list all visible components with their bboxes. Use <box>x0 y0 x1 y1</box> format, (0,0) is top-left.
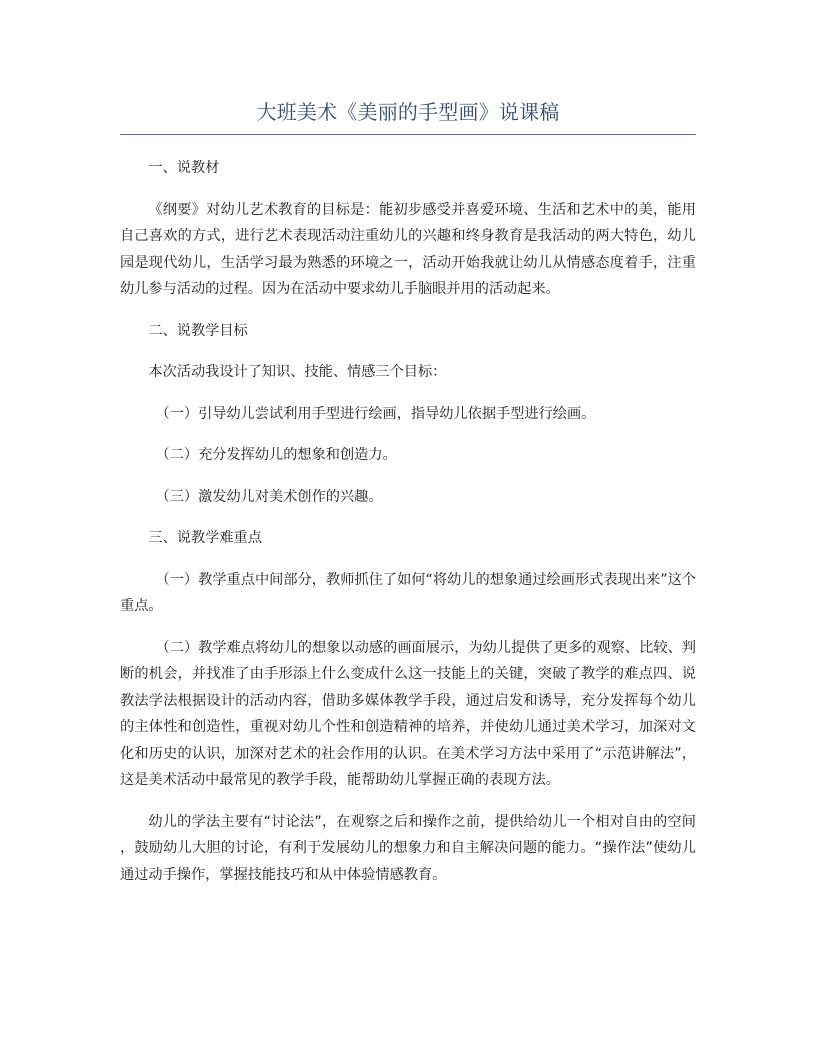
section-heading-key-points: 三、说教学难重点 <box>148 530 262 546</box>
goal-item-2: （二）充分发挥幼儿的想象和创造力。 <box>155 447 397 463</box>
document-title: 大班美术《美丽的手型画》说课稿 <box>256 100 560 124</box>
title-underline <box>120 134 696 135</box>
goal-item-3: （三）激发幼儿对美术创作的兴趣。 <box>155 488 383 505</box>
body-paragraph-outline: 《纲要》对幼儿艺术教育的目标是：能初步感受并喜爱环境、生活和艺术中的美，能用自己喜欢的方式，进行艺术表现活动注重幼儿的兴趣和终身教育是我活动的两大特色，幼儿园是现代幼儿，生活学习最为熟悉的环境之一，活动开始我就让幼儿从情感态度着手，注重幼儿参与活动的过程。因为在活动中要求幼儿手脑眼并用的活动起来。 <box>120 201 696 297</box>
key-point-item-2: （二）教学难点将幼儿的想象以动感的画面展示，为幼儿提供了更多的观察、比较、判断的机会，并找准了由手形添上什么变成什么这一技能上的关键，突破了教学的难点四、说教法学法根据设计的活动内容，借助多媒体教学手段，通过启发和诱导，充分发挥每个幼儿的主体性和创造性，重视对幼儿个性和创造精神的培养，并使幼儿通过美术学习，加深对文化和历史的认识，加深对艺术的社会作用的认识。在美术学习方法中采用了“示范讲解法”，这是美术活动中最常见的教学手段，能帮助幼儿掌握正确的表现方法。 <box>120 639 696 788</box>
section-heading-textbook: 一、说教材 <box>148 160 220 176</box>
key-point-item-1: （一）教学重点中间部分，教师抓住了如何“将幼儿的想象通过绘画形式表现出来”这个重点。 <box>120 571 696 614</box>
body-paragraph-goals-intro: 本次活动我设计了知识、技能、情感三个目标： <box>148 364 447 380</box>
body-paragraph-learning-methods: 幼儿的学法主要有“讨论法”，在观察之后和操作之前，提供给幼儿一个相对自由的空间，鼓励幼儿大胆的讨论，有利于发展幼儿的想象力和自主解决问题的能力。“操作法”使幼儿通过动手操作，掌握技能技巧和从中体验情感教育。 <box>120 813 696 883</box>
goal-item-1: （一）引导幼儿尝试利用手型进行绘画，指导幼儿依据手型进行绘画。 <box>155 405 596 422</box>
section-heading-goals: 二、说教学目标 <box>148 322 248 339</box>
document-body <box>120 155 696 903</box>
